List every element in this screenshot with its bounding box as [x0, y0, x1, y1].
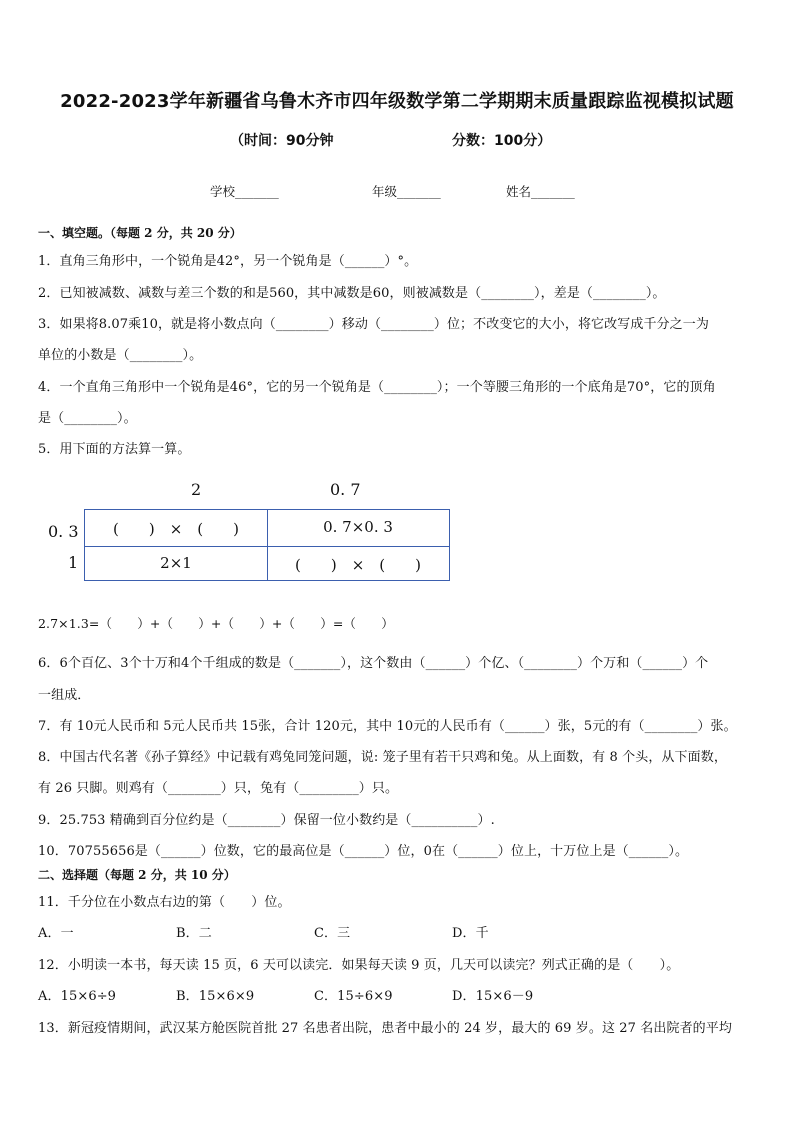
table-col-head-2: 0. 7 — [330, 480, 361, 499]
q12-option-c: C．15÷6×9 — [314, 989, 393, 1004]
q11-option-a: A．一 — [38, 926, 74, 941]
section-fill-blank: 一、填空题。（每题 2 分，共 20 分） — [38, 226, 242, 240]
question-12: 12．小明读一本书，每天读 15 页，6 天可以读完．如果每天读 9 页，几天可以读完？列式正确的是（ ）。 — [38, 958, 680, 973]
question-5: 5．用下面的方法算一算。 — [38, 442, 191, 457]
question-11: 11．千分位在小数点右边的第（ ）位。 — [38, 895, 291, 910]
question-2: 2．已知被减数、减数与差三个数的和是560，其中减数是60，则被减数是（________），差是（________）。 — [38, 286, 666, 301]
question-6-line2: 一组成． — [38, 688, 91, 703]
q11-option-b: B．二 — [176, 926, 212, 941]
q11-option-c: C．三 — [314, 926, 351, 941]
question-3-line2: 单位的小数是（________）。 — [38, 348, 203, 363]
question-13: 13．新冠疫情期间，武汉某方舱医院首批 27 名患者出院，患者中最小的 24 岁，最大的 69 岁。这 27 名出院者的平均 — [38, 1021, 732, 1036]
question-3-line1: 3．如果将8.07乘10，就是将小数点向（________）移动（________）位；不改变它的大小，将它改写成千分之一为 — [38, 317, 709, 332]
question-7: 7．有 10元人民币和 5元人民币共 15张，合计 120元，其中 10元的人民币有（______）张，5元的有（________）张。 — [38, 719, 737, 734]
table-col-head-1: 2 — [191, 480, 202, 499]
q12-option-b: B．15×6×9 — [176, 989, 255, 1004]
page-title: 2022-2023学年新疆省乌鲁木齐市四年级数学第二学期期末质量跟踪监视模拟试题 — [60, 91, 734, 112]
question-1: 1．直角三角形中，一个锐角是42°，另一个锐角是（______）°。 — [38, 254, 418, 269]
question-5-formula: 2.7×1.3=（ ）+（ ）+（ ）+（ ）=（ ） — [38, 616, 394, 631]
question-4-line1: 4．一个直角三角形中一个锐角是46°，它的另一个锐角是（________）；一个等腰三角形的一个底角是70°，它的顶角 — [38, 380, 716, 395]
table-cell-r1c2: 0. 7×0. 3 — [323, 518, 393, 536]
table-divider-horizontal — [85, 546, 449, 547]
table-cell-r1c1: ( ) × ( ) — [113, 520, 239, 538]
school-field: 学校_______ — [210, 184, 279, 199]
table-row-head-1: 0. 3 — [48, 522, 79, 541]
question-8-line1: 8．中国古代名著《孙子算经》中记载有鸡兔同笼问题，说: 笼子里有若干只鸡和兔。从上面数，有 8 个头，从下面数， — [38, 750, 727, 765]
section-choice: 二、选择题（每题 2 分，共 10 分） — [38, 868, 236, 882]
question-9: 9．25.753 精确到百分位约是（________）保留一位小数约是（__________）. — [38, 813, 495, 828]
name-field: 姓名_______ — [506, 184, 575, 199]
table-cell-r2c1: 2×1 — [160, 554, 192, 572]
table-row-head-2: 1 — [68, 553, 79, 572]
time-label: （时间：90分钟 — [230, 133, 334, 149]
multiplication-table — [84, 509, 450, 581]
q12-option-a: A．15×6÷9 — [38, 989, 117, 1004]
q11-option-d: D．千 — [452, 926, 489, 941]
question-10: 10．70755656是（______）位数，它的最高位是（______）位，0在（______）位上，十万位上是（______）。 — [38, 844, 689, 859]
grade-field: 年级_______ — [372, 184, 441, 199]
q12-option-d: D．15×6－9 — [452, 989, 534, 1004]
question-6-line1: 6．6个百亿、3个十万和4个千组成的数是（_______），这个数由（______）个亿、（________）个万和（______）个 — [38, 656, 709, 671]
question-4-line2: 是（________）。 — [38, 411, 137, 426]
table-cell-r2c2: ( ) × ( ) — [295, 556, 421, 574]
question-8-line2: 有 26 只脚。则鸡有（________）只，兔有（_________）只。 — [38, 781, 399, 796]
score-label: 分数：100分） — [452, 133, 552, 149]
